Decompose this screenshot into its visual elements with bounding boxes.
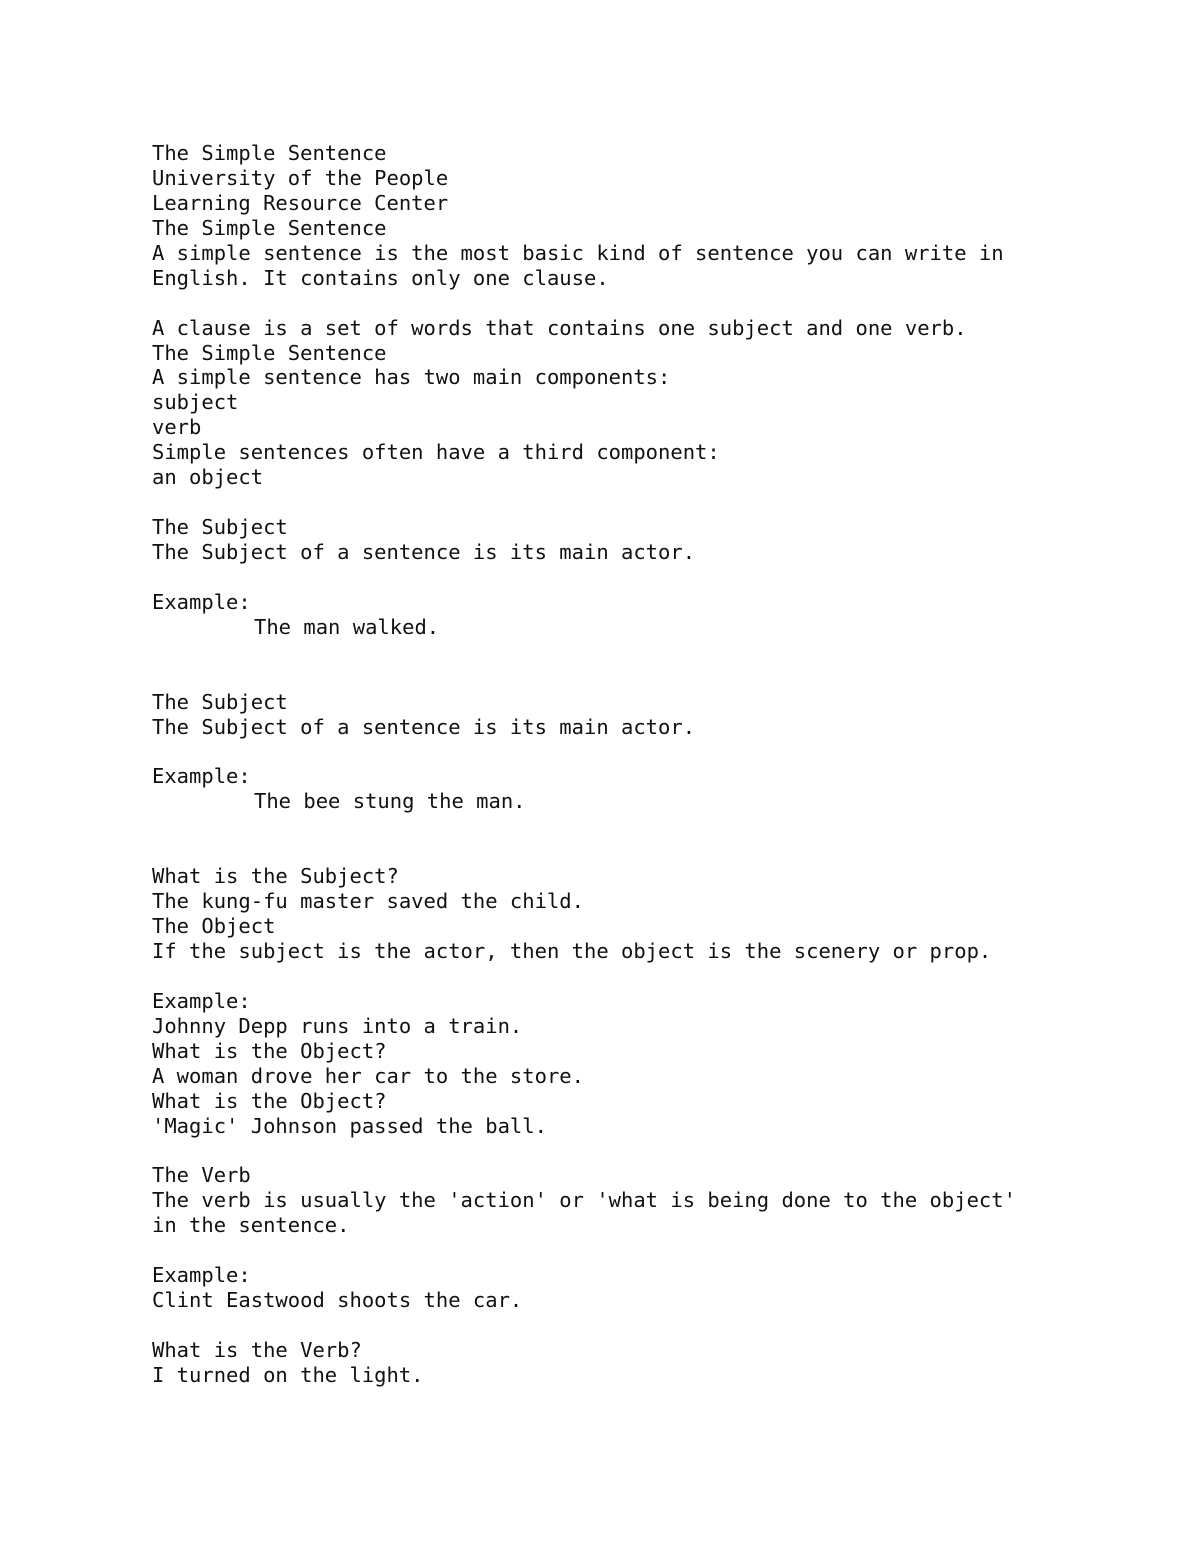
section-heading: The Simple Sentence [152,215,387,240]
section-heading: The Subject [152,515,288,540]
question-line: What is the Object? [152,1088,387,1113]
list-item: an object [152,465,264,490]
text-line: If the subject is the actor, then the object is the scenery or prop. [152,939,992,963]
list-item: verb [152,415,202,440]
text-line: The kung-fu master saved the child. [152,889,584,914]
question-line: What is the Object? [152,1038,387,1063]
text-line: I turned on the light. [152,1362,424,1387]
section-heading: The Subject [152,689,288,714]
blank-line [152,291,1112,316]
example-sentence: Clint Eastwood shoots the car. [152,1288,523,1313]
example-sentence: Johnny Depp runs into a train. [152,1013,523,1038]
list-item: subject [152,390,239,415]
blank-line [152,665,1112,690]
institution-name: University of the People [152,165,449,190]
text-line: A clause is a set of words that contains one subject and one verb. [152,315,967,340]
document-text [152,141,1112,1388]
text-line: A simple sentence is the most basic kind of sentence you can write in [152,240,1004,265]
section-heading: The Simple Sentence [152,340,387,365]
text-line: English. It contains only one clause. [152,265,609,290]
section-heading: The Object [152,914,276,939]
blank-line [152,1238,1112,1263]
text-line: Simple sentences often have a third component: [152,440,720,465]
blank-line [152,964,1112,989]
example-label: Example: [152,764,251,789]
example-label: Example: [152,589,251,614]
blank-line [152,565,1112,590]
example-label: Example: [152,1263,251,1288]
example-sentence: The man walked. [254,614,440,639]
text-line: A woman drove her car to the store. [152,1063,584,1088]
text-line: The Subject of a sentence is its main actor. [152,714,696,739]
example-label: Example: [152,988,251,1013]
blank-line [152,1139,1112,1164]
text-line: in the sentence. [152,1213,350,1238]
blank-line [152,640,1112,665]
text-line: The verb is usually the 'action' or 'what is being done to the object' [152,1188,1016,1213]
blank-line [152,740,1112,765]
question-line: What is the Subject? [152,864,399,889]
doc-title: The Simple Sentence [152,141,387,165]
example-sentence: The bee stung the man. [254,789,526,814]
text-line: 'Magic' Johnson passed the ball. [152,1113,547,1138]
section-heading: The Verb [152,1163,251,1188]
text-line: A simple sentence has two main components: [152,365,671,390]
blank-line [152,490,1112,515]
blank-line [152,1313,1112,1338]
department-name: Learning Resource Center [152,190,449,215]
text-line: The Subject of a sentence is its main actor. [152,540,696,564]
question-line: What is the Verb? [152,1338,362,1362]
blank-line [152,814,1112,839]
blank-line [152,839,1112,864]
